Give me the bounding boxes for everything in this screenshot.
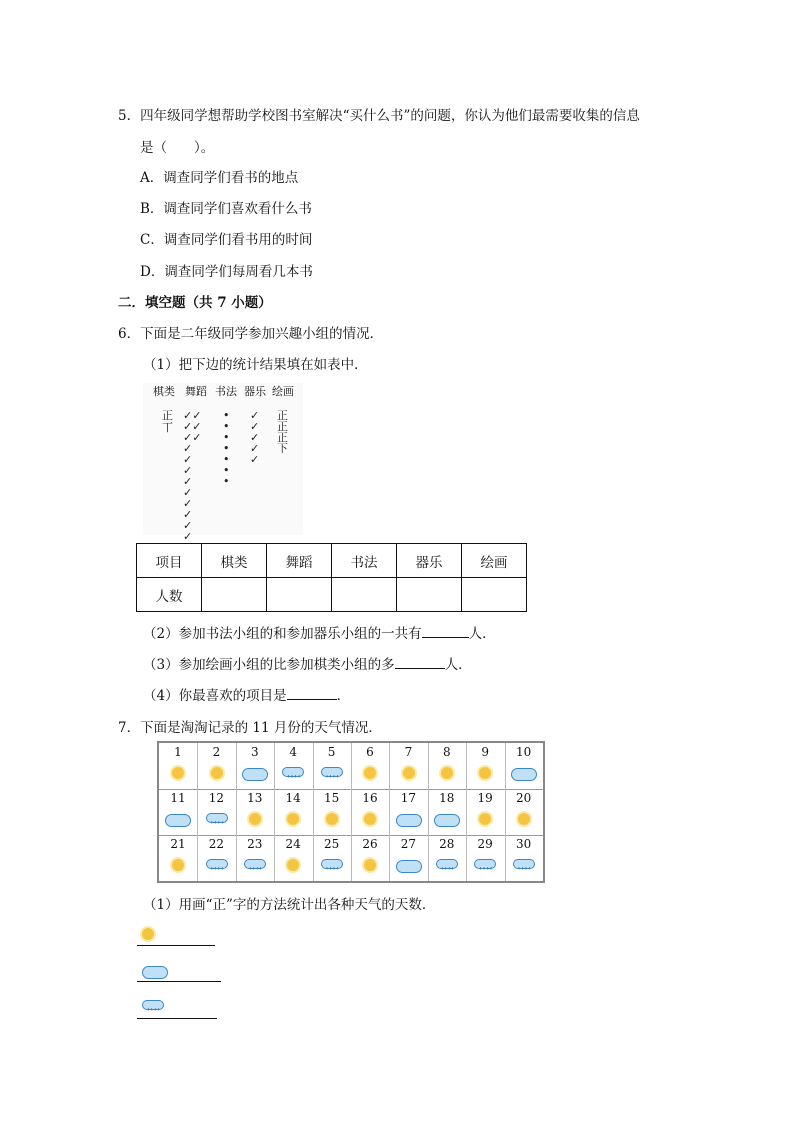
answer-blank[interactable] xyxy=(395,654,445,669)
cloud-icon xyxy=(511,768,537,781)
q6-sub4 xyxy=(143,684,350,704)
q7-sub1: （1）用画“正”字的方法统计出各种天气的天数． xyxy=(143,897,436,913)
day-number: 7 xyxy=(404,745,413,759)
rain-icon xyxy=(244,859,266,869)
rain-icon xyxy=(474,859,496,869)
answer-cell-chess[interactable] xyxy=(202,578,267,612)
weather-calendar xyxy=(157,741,545,883)
tally-checks-music: ✓ ✓ ✓ ✓ ✓ xyxy=(250,409,260,466)
answer-blank[interactable] xyxy=(422,623,469,638)
q6-sub3-unit: 人． xyxy=(444,657,472,673)
sun-icon xyxy=(364,767,376,779)
sun-icon xyxy=(441,767,453,779)
rain-count-line[interactable] xyxy=(137,998,217,1019)
day-number: 1 xyxy=(174,745,182,759)
tally-header-dance: 舞蹈 xyxy=(185,385,207,398)
rain-icon xyxy=(142,1000,164,1010)
answer-cell-calligraphy[interactable] xyxy=(332,578,397,612)
tally-header-chess: 棋类 xyxy=(153,385,175,398)
table-cell: 人数 xyxy=(137,578,202,612)
tally-mark-chess-1: 正 xyxy=(162,409,173,422)
rain-icon xyxy=(321,767,343,777)
sun-icon xyxy=(172,767,184,779)
section-title: 二．填空题（共 7 小题） xyxy=(118,295,272,311)
answer-blank[interactable] xyxy=(287,685,337,700)
day-number: 29 xyxy=(477,837,493,851)
q6-sub4-end: ． xyxy=(336,688,351,704)
q6-stem: 6．下面是二年级同学参加兴趣小组的情况． xyxy=(118,326,384,342)
grid-line xyxy=(466,743,467,881)
cloud-icon xyxy=(142,966,168,979)
cloud-icon xyxy=(434,814,460,827)
day-number: 3 xyxy=(250,745,259,759)
grid-line xyxy=(313,743,314,881)
rain-icon xyxy=(206,859,228,869)
day-number: 5 xyxy=(327,745,336,759)
q6-sub2 xyxy=(143,622,496,642)
day-number: 28 xyxy=(439,837,455,851)
q7-stem: 7．下面是淘淘记录的 11 月份的天气情况． xyxy=(118,720,382,736)
tally-dots-calligraphy: • • • • • • • xyxy=(223,409,230,488)
day-number: 25 xyxy=(323,837,340,851)
rain-icon xyxy=(513,859,535,869)
day-number: 18 xyxy=(439,791,455,805)
day-number: 10 xyxy=(515,745,532,759)
day-number: 24 xyxy=(285,837,301,851)
day-number: 23 xyxy=(247,837,263,851)
day-number: 22 xyxy=(208,837,225,851)
day-number: 11 xyxy=(170,791,186,805)
grid-line xyxy=(428,743,429,881)
sun-icon xyxy=(518,813,530,825)
day-number: 15 xyxy=(323,791,340,805)
answer-cell-dance[interactable] xyxy=(267,578,332,612)
day-number: 12 xyxy=(208,791,225,805)
tally-mark-painting-4: 下 xyxy=(277,442,288,455)
grid-line xyxy=(351,743,352,881)
q6-sub3 xyxy=(143,653,472,673)
table-cell: 舞蹈 xyxy=(267,544,332,578)
day-number: 27 xyxy=(400,837,417,851)
sun-icon xyxy=(326,813,338,825)
q6-sub2-unit: 人． xyxy=(468,626,496,642)
tally-mark-painting-2: 正 xyxy=(277,420,288,433)
sun-count-line[interactable] xyxy=(137,925,215,946)
q5-option-b: B．调查同学们喜欢看什么书 xyxy=(140,201,312,217)
tally-mark-painting-1: 正 xyxy=(277,409,288,422)
cloud-count-line[interactable] xyxy=(137,963,221,982)
cloud-icon xyxy=(396,814,422,827)
sun-icon xyxy=(287,813,299,825)
tally-checks-dance: ✓✓ ✓✓ ✓✓ ✓ ✓ ✓ ✓ ✓ ✓ ✓ ✓ ✓ xyxy=(183,409,202,543)
rain-icon xyxy=(436,859,458,869)
tally-header-painting: 绘画 xyxy=(272,385,294,398)
table-row xyxy=(137,544,527,578)
answer-cell-music[interactable] xyxy=(397,578,462,612)
day-number: 9 xyxy=(481,745,489,759)
table-cell: 项目 xyxy=(137,544,202,578)
sun-icon xyxy=(479,767,491,779)
day-number: 4 xyxy=(289,745,297,759)
q5-stem-line1: 5．四年级同学想帮助学校图书室解决“买什么书”的问题，你认为他们最需要收集的信息 xyxy=(118,108,640,124)
sun-icon xyxy=(364,859,376,871)
sun-icon xyxy=(287,859,299,871)
table-row xyxy=(137,578,527,612)
table-cell: 绘画 xyxy=(462,544,527,578)
tally-image xyxy=(143,383,303,543)
day-number: 13 xyxy=(247,791,263,805)
stat-table xyxy=(136,543,527,612)
day-number: 2 xyxy=(212,745,221,759)
q5-option-c: C．调查同学们看书用的时间 xyxy=(140,232,313,248)
tally-header-calligraphy: 书法 xyxy=(215,385,237,398)
tally-header-music: 器乐 xyxy=(244,385,266,398)
day-number: 21 xyxy=(170,837,186,851)
q6-sub1: （1）把下边的统计结果填在如表中． xyxy=(143,357,368,373)
day-number: 30 xyxy=(515,837,532,851)
day-number: 26 xyxy=(362,837,378,851)
grid-line xyxy=(389,743,390,881)
day-number: 17 xyxy=(400,791,417,805)
q5-option-d: D．调查同学们每周看几本书 xyxy=(140,264,313,280)
rain-icon xyxy=(206,813,228,823)
table-cell: 棋类 xyxy=(202,544,267,578)
grid-line xyxy=(197,743,198,881)
q5-option-a: A．调查同学们看书的地点 xyxy=(140,170,299,186)
sun-icon xyxy=(249,813,261,825)
table-cell: 书法 xyxy=(332,544,397,578)
sun-icon xyxy=(364,813,376,825)
cloud-icon xyxy=(165,814,191,827)
sun-icon xyxy=(403,767,415,779)
day-number: 6 xyxy=(366,745,374,759)
table-cell: 器乐 xyxy=(397,544,462,578)
grid-line xyxy=(236,743,237,881)
answer-cell-painting[interactable] xyxy=(462,578,527,612)
day-number: 16 xyxy=(362,791,378,805)
rain-icon xyxy=(282,767,304,777)
day-number: 19 xyxy=(477,791,493,805)
q6-sub3-text: （3）参加绘画小组的比参加棋类小组的多 xyxy=(143,657,395,673)
grid-line xyxy=(505,743,506,881)
rain-icon xyxy=(321,859,343,869)
tally-mark-chess-2: 丅 xyxy=(162,421,173,434)
day-number: 8 xyxy=(442,745,451,759)
tally-mark-painting-3: 正 xyxy=(277,431,288,444)
cloud-icon xyxy=(396,860,422,873)
sun-icon xyxy=(172,859,184,871)
grid-line xyxy=(274,743,275,881)
day-number: 20 xyxy=(515,791,532,805)
sun-icon xyxy=(211,767,223,779)
sun-icon xyxy=(142,928,154,940)
q6-sub2-text: （2）参加书法小组的和参加器乐小组的一共有 xyxy=(143,626,422,642)
sun-icon xyxy=(479,813,491,825)
day-number: 14 xyxy=(285,791,301,805)
q5-stem-line2: 是（ ）。 xyxy=(140,140,215,156)
q6-sub4-text: （4）你最喜欢的项目是 xyxy=(143,688,287,704)
cloud-icon xyxy=(242,768,268,781)
